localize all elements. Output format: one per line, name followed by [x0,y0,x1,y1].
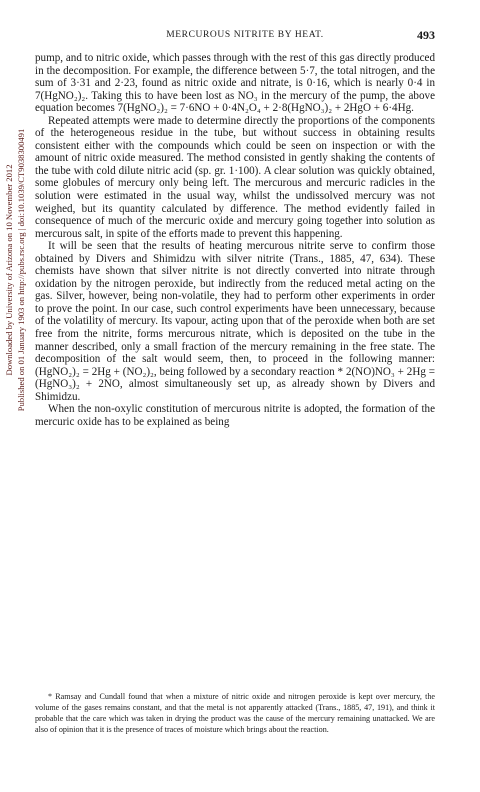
footnotes [35,692,435,736]
download-notice-line: Downloaded by University of Arizona on 10 November 2012 [4,164,14,376]
download-notice [2,60,28,480]
paragraph-divers-shimidzu: It will be seen that the results of heating mercurous nitrite serve to confirm those obtained by Divers and Shimidzu with silver nitrite (Trans., 1885, 47, 634). These chemists have shown that silver nitrite is not directly converted into nitrate through oxidation by the nitrogen peroxide, but indirectly from the reduced metal acting on the gas. Silver, however, being non-volatile, they had to perform other experiments in order to prove the point. In our case, such control experiments have been unnecessary, because of the volatility of mercury. Its vapour, acting upon that of the peroxide when both are set free from the nitrite, forms mercurous nitrate, which is deposited on the tube in the manner described, only a small fraction of the mercury remaining in the free state. The decomposition of the salt would seem, then, to proceed in the following manner: (HgNO₂)₂ = 2Hg + (NO₂)₂, being followed by a secondary reaction * 2(NO)NO₃ + 2Hg = (HgNO₃)₂ + 2NO, almost simultaneously set up, as already shown by Divers and Shimidzu. [35,240,435,403]
paragraph-continued: pump, and to nitric oxide, which passes through with the rest of this gas directly produced in the decomposition. For example, the difference between 5·7, the total nitrogen, and the sum of 3·31 and 2·23, found as nitric oxide and nitrate, is 0·16, which is nearly 0·4 in 7(HgNO₂)₂. Taking this to have been lost as NO₃ in the mercury of the pump, the above equation becomes 7(HgNO₂)₂ = 7·6NO + 0·4N₂O₄ + 2·8(HgNO₃)₂ + 2HgO + 6·4Hg. [35,52,435,115]
page-header [55,29,435,43]
running-title: MERCUROUS NITRITE BY HEAT. [166,30,324,40]
body-text [35,52,435,428]
paragraph-residue-analysis: Repeated attempts were made to determine directly the proportions of the components of the heterogeneous residue in the tube, but without success in obtaining results consistent either with the compounds which could be seen on inspection or with the amount of nitric oxide measured. The method consisted in gently shaking the contents of the tube with cold dilute nitric acid (sp. gr. 1·100). A clear solution was quickly obtained, some globules of mercury only being left. The mercurous and mercuric radicles in the solution were estimated in the usual way, whilst the undissolved mercury was not weighed, but its quantity calculated by difference. The method evidently failed in consequence of much of the mercuric oxide and mercury going together into solution as mercurous salt, in spite of the efforts made to prevent this happening. [35,114,435,240]
paragraph-non-oxylic: When the non-oxylic constitution of mercurous nitrite is adopted, the formation of the mercuric oxide has to be explained as being [35,403,435,428]
publication-notice-line: Published on 01 January 1903 on http://pubs.rsc.org | doi:10.1039/CT9038300491 [16,128,26,412]
page-number: 493 [417,28,435,42]
footnote: * Ramsay and Cundall found that when a mixture of nitric oxide and nitrogen peroxide is kept over mercury, the volume of the gases remains constant, and that the metal is not apparently attacked (Trans., 1885, 47, 191), and think it probable that the care which was taken in drying the product was the cause of the mercury remaining unattacked. We are also of opinion that it is the presence of traces of moisture which brings about the reaction. [35,692,435,734]
